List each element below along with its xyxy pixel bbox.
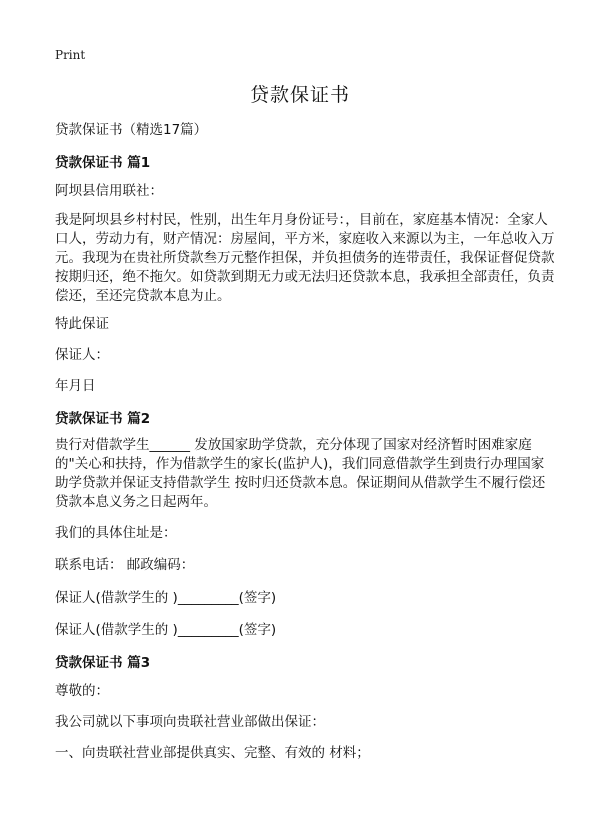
paragraph: 联系电话： 邮政编码：: [55, 557, 195, 573]
paragraph: 特此保证: [55, 316, 109, 332]
document-subtitle: 贷款保证书（精选17篇）: [55, 122, 208, 138]
document-title: 贷款保证书: [249, 84, 350, 106]
section-heading-3: 贷款保证书 篇3: [55, 655, 151, 671]
paragraph: 保证人(借款学生的 )_________(签字): [55, 590, 277, 606]
paragraph: 保证人：: [55, 347, 109, 363]
paragraph: 年月日: [55, 378, 96, 394]
paragraph: 保证人(借款学生的 )_________(签字): [55, 622, 277, 638]
section-heading-2: 贷款保证书 篇2: [55, 411, 151, 427]
paragraph: 我们的具体住址是：: [55, 525, 177, 541]
paragraph: 一、向贵联社营业部提供真实、完整、有效的 材料；: [55, 745, 370, 761]
paragraph: 我公司就以下事项向贵联社营业部做出保证：: [55, 714, 325, 730]
paragraph: 贵行对借款学生______ 发放国家助学贷款，充分体现了国家对经济暂时困难家庭的"关心和扶持，作为借款学生的家长(监护人)，我们同意借款学生到贵行办理国家助学贷款并保证支持借款学生 按时归还贷款本息。保证期间从借款学生不履行偿还贷款本息义务之日起两年。: [55, 437, 546, 510]
paragraph: 尊敬的：: [55, 683, 109, 699]
paragraph: 我是阿坝县乡村村民，性别，出生年月身份证号：，目前在，家庭基本情况：全家人口人，劳动力有，财产情况：房屋间，平方米，家庭收入来源以为主，一年总收入万元。我现为在贵社所贷款叁万元整作担保，并负担债务的连带责任，我保证督促贷款按期归还，绝不拖欠。如贷款到期无力或无法归还贷款本息，我承担全部责任，负责偿还，至还完贷款本息为止。: [55, 212, 555, 304]
paragraph: 阿坝县信用联社：: [55, 183, 163, 199]
section-heading-1: 贷款保证书 篇1: [55, 155, 151, 171]
print-label: Print: [55, 48, 86, 62]
